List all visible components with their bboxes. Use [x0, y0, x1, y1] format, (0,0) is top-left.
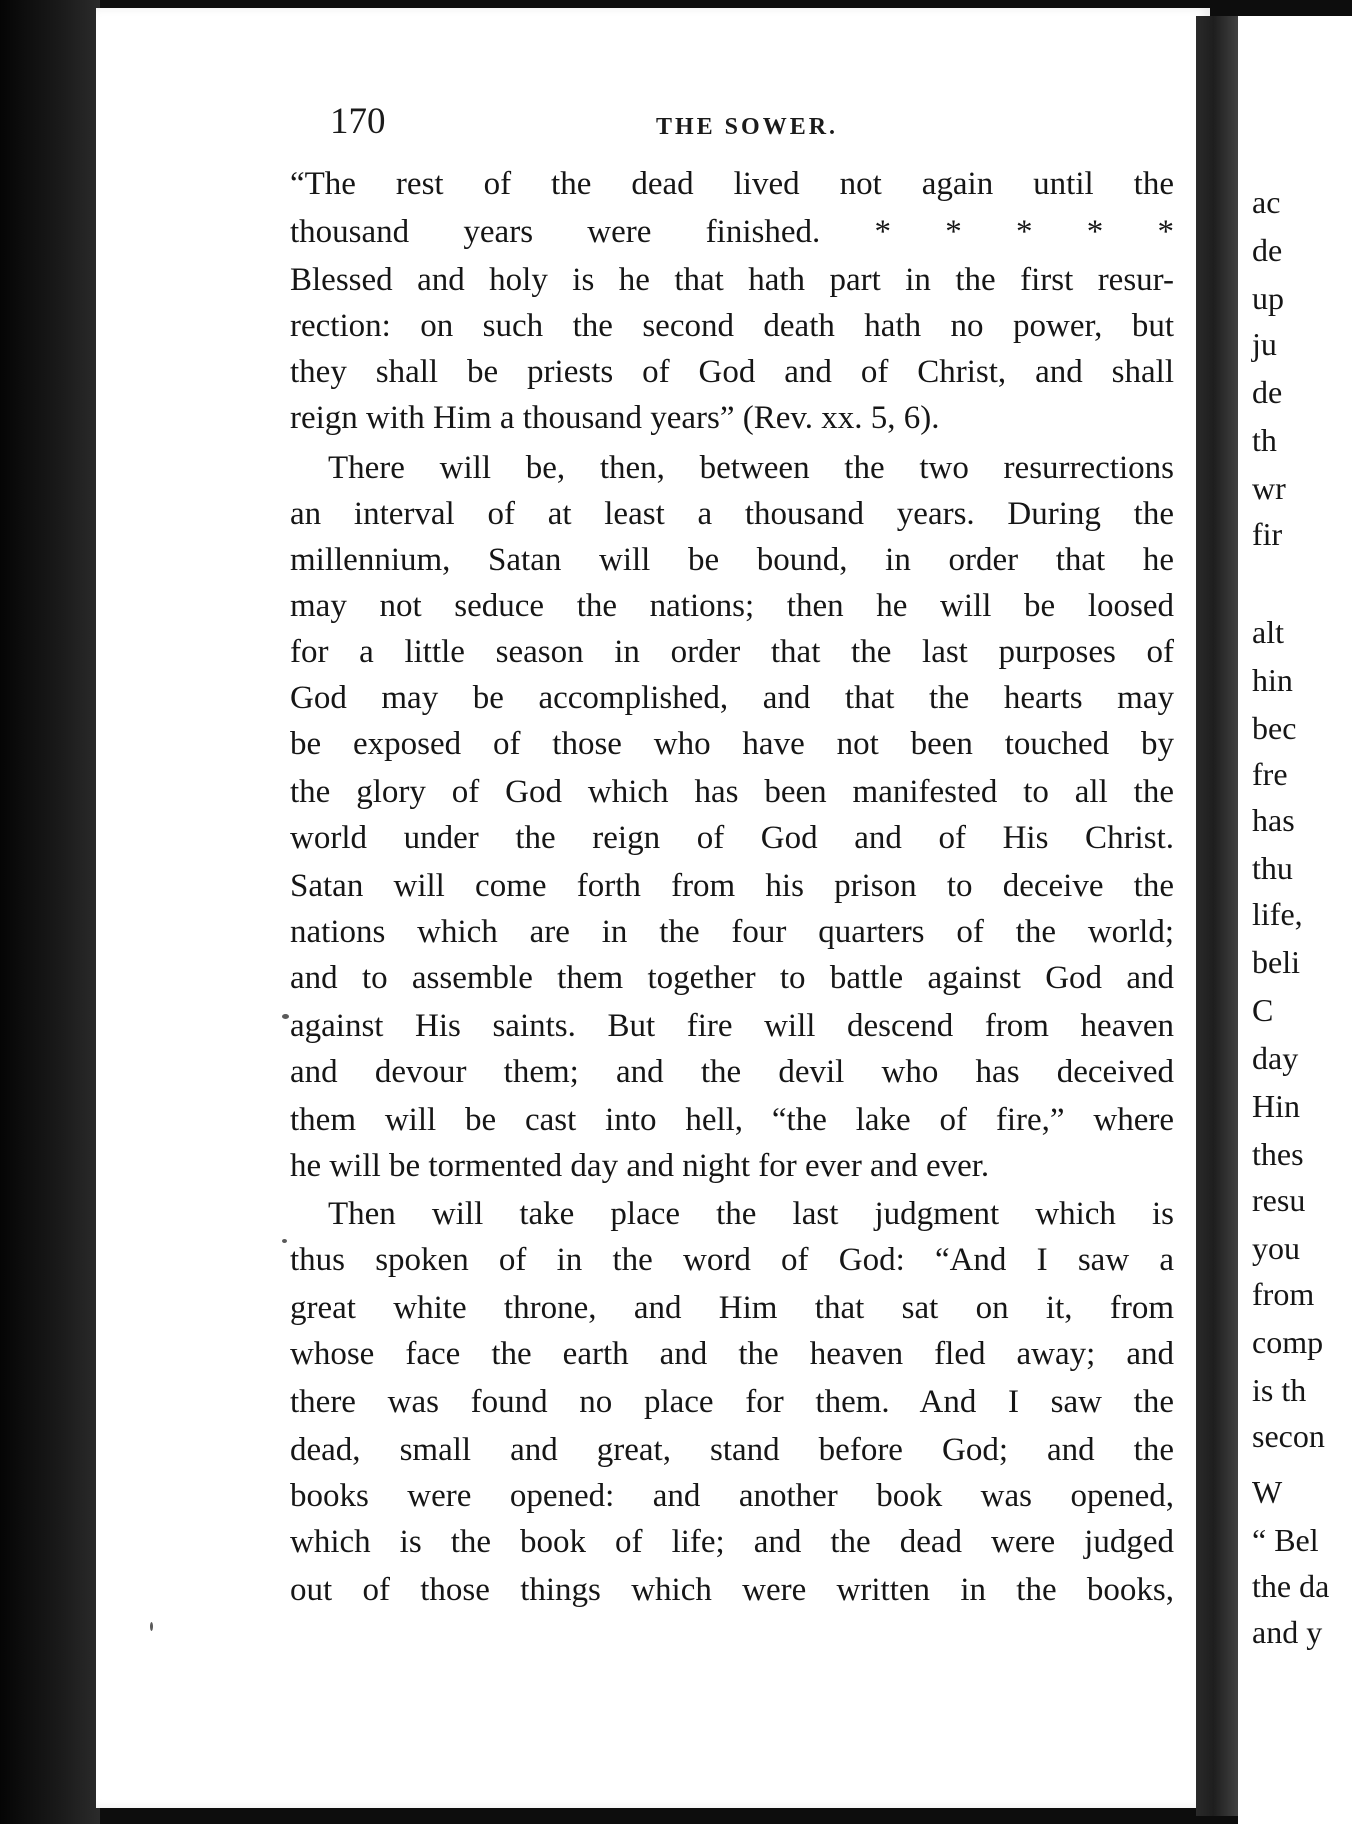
text-line: from [1252, 1276, 1315, 1312]
text-line: thus spoken of in the word of God: “And I saw a [290, 1242, 1174, 1278]
text-line: may not seduce the nations; then he will be loosed [290, 588, 1174, 624]
text-line: an interval of at least a thousand years. During the [290, 496, 1174, 532]
text-line: day [1252, 1040, 1299, 1076]
text-line: them will be cast into hell, “the lake of fire,” where [290, 1102, 1174, 1138]
text-line: “The rest of the dead lived not again until the [290, 166, 1174, 202]
text-line: secon [1252, 1418, 1325, 1454]
text-line: nations which are in the four quarters of the world; [290, 914, 1174, 950]
text-line: Hin [1252, 1088, 1300, 1124]
text-line: fir [1252, 516, 1283, 552]
text-line: he will be tormented day and night for ever and ever. [290, 1148, 990, 1184]
scan-speck [150, 1622, 153, 1631]
text-line: world under the reign of God and of His Christ. [290, 820, 1174, 856]
text-line: which is the book of life; and the dead were judged [290, 1524, 1174, 1560]
text-line: thes [1252, 1136, 1304, 1172]
scan-speck [282, 1239, 287, 1243]
text-line: resu [1252, 1182, 1306, 1218]
text-line: beli [1252, 944, 1300, 980]
text-line: has [1252, 802, 1295, 838]
body-text [96, 8, 1210, 1808]
text-line: thu [1252, 850, 1293, 886]
book-gutter [1196, 16, 1240, 1816]
text-line: millennium, Satan will be bound, in order that he [290, 542, 1174, 578]
text-line: alt [1252, 614, 1284, 650]
text-line: reign with Him a thousand years” (Rev. xx. 5, 6). [290, 400, 940, 436]
text-line: great white throne, and Him that sat on it, from [290, 1290, 1174, 1326]
text-line: rection: on such the second death hath no power, but [290, 308, 1174, 344]
left-page [96, 8, 1210, 1808]
text-line: and y [1252, 1614, 1323, 1650]
right-page-text [1238, 16, 1352, 1824]
text-line: C [1252, 992, 1274, 1028]
page-number: 170 [330, 101, 386, 142]
running-head: THE SOWER. [656, 114, 839, 140]
text-line: up [1252, 280, 1284, 316]
text-line: Then will take place the last judgment which is [328, 1196, 1174, 1232]
text-line: ac [1252, 184, 1281, 220]
scan-border-left [0, 0, 100, 1824]
text-line: and devour them; and the devil who has deceived [290, 1054, 1174, 1090]
text-line: whose face the earth and the heaven fled away; and [290, 1336, 1174, 1372]
text-line: bec [1252, 710, 1297, 746]
text-line: “ Bel [1252, 1522, 1319, 1558]
text-line: wr [1252, 470, 1286, 506]
text-line: th [1252, 422, 1277, 458]
text-line: God may be accomplished, and that the hearts may [290, 680, 1174, 716]
text-line: comp [1252, 1324, 1324, 1360]
text-line: dead, small and great, stand before God; and the [290, 1432, 1174, 1468]
text-line: there was found no place for them. And I saw the [290, 1384, 1174, 1420]
text-line: be exposed of those who have not been touched by [290, 726, 1174, 762]
text-line: and to assemble them together to battle against God and [290, 960, 1174, 996]
text-line: thousand years were finished. * * * * * [290, 214, 1174, 250]
text-line: for a little season in order that the last purposes of [290, 634, 1174, 670]
text-line: fre [1252, 756, 1288, 792]
text-line: Blessed and holy is he that hath part in the first resur- [290, 262, 1174, 298]
text-line: books were opened: and another book was opened, [290, 1478, 1174, 1514]
text-line: de [1252, 232, 1283, 268]
scan-speck [282, 1014, 289, 1019]
right-page [1238, 16, 1352, 1824]
text-line: you [1252, 1230, 1300, 1266]
text-line: out of those things which were written in the books, [290, 1572, 1174, 1608]
text-line: There will be, then, between the two resurrections [328, 450, 1174, 486]
text-line: de [1252, 374, 1283, 410]
text-line: life, [1252, 896, 1303, 932]
text-line: against His saints. But fire will descend from heaven [290, 1008, 1174, 1044]
text-line: hin [1252, 662, 1293, 698]
text-line: the da [1252, 1568, 1330, 1604]
text-line: W [1252, 1474, 1283, 1510]
text-line: ju [1252, 326, 1277, 362]
text-line: the glory of God which has been manifested to all the [290, 774, 1174, 810]
text-line: they shall be priests of God and of Christ, and shall [290, 354, 1174, 390]
text-line: is th [1252, 1372, 1307, 1408]
text-line: Satan will come forth from his prison to deceive the [290, 868, 1174, 904]
